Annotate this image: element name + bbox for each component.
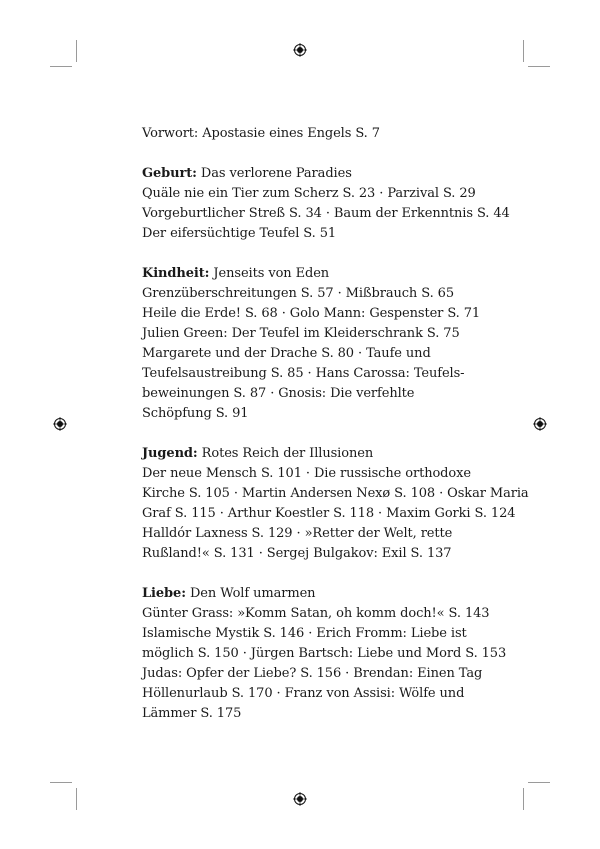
toc-section-jugend: [142, 444, 529, 564]
section-heading: [142, 584, 472, 604]
section-subtitle: Jenseits von Eden: [213, 266, 330, 281]
section-title: Kindheit:: [142, 266, 210, 281]
registration-mark-right-icon: [533, 417, 547, 431]
toc-section-geburt: [142, 164, 510, 244]
toc-line: Günter Grass: »Komm Satan, oh komm doch!« S. 143: [142, 606, 490, 621]
crop-mark-top-left-vertical: [76, 40, 77, 62]
section-title: Geburt:: [142, 166, 197, 181]
registration-mark-bottom-icon: [293, 792, 307, 806]
toc-line: Judas: Opfer der Liebe? S. 156 · Brendan: Einen Tag: [142, 666, 483, 681]
toc-preface: Vorwort: Apostasie eines Engels S. 7: [142, 126, 380, 141]
table-of-contents: [142, 124, 529, 724]
toc-line: Der neue Mensch S. 101 · Die russische orthodoxe: [142, 466, 471, 481]
section-heading: [142, 164, 472, 184]
section-title: Jugend:: [142, 446, 198, 461]
toc-line: möglich S. 150 · Jürgen Bartsch: Liebe und Mord S. 153: [142, 646, 507, 661]
section-heading: [142, 444, 472, 464]
toc-section-liebe: [142, 584, 507, 724]
toc-line: Quäle nie ein Tier zum Scherz S. 23 · Parzival S. 29: [142, 186, 476, 201]
toc-line: Heile die Erde! S. 68 · Golo Mann: Gespenster S. 71: [142, 306, 481, 321]
toc-line: Halldór Laxness S. 129 · »Retter der Welt, rette: [142, 526, 453, 541]
registration-mark-top-icon: [293, 43, 307, 57]
crop-mark-bottom-right-vertical: [523, 788, 524, 810]
toc-preface-section: [142, 124, 472, 144]
toc-line: Teufelsaustreibung S. 85 · Hans Carossa: Teufels-: [142, 366, 465, 381]
section-subtitle: Den Wolf umarmen: [189, 586, 316, 601]
toc-line: beweinungen S. 87 · Gnosis: Die verfehlte: [142, 386, 415, 401]
crop-mark-bottom-left-horizontal: [50, 782, 72, 783]
toc-line: Graf S. 115 · Arthur Koestler S. 118 · Maxim Gorki S. 124: [142, 506, 516, 521]
toc-line: Lämmer S. 175: [142, 706, 242, 721]
section-subtitle: Das verlorene Paradies: [200, 166, 352, 181]
section-heading: [142, 264, 472, 284]
crop-mark-top-left-horizontal: [50, 66, 72, 67]
registration-mark-left-icon: [53, 417, 67, 431]
toc-line: Margarete und der Drache S. 80 · Taufe und: [142, 346, 431, 361]
toc-line: Kirche S. 105 · Martin Andersen Nexø S. 108 · Oskar Maria: [142, 486, 529, 501]
section-title: Liebe:: [142, 586, 186, 601]
toc-line: Der eifersüchtige Teufel S. 51: [142, 226, 337, 241]
toc-line: Islamische Mystik S. 146 · Erich Fromm: Liebe ist: [142, 626, 467, 641]
toc-line: Höllenurlaub S. 170 · Franz von Assisi: Wölfe und: [142, 686, 465, 701]
toc-line: Vorgeburtlicher Streß S. 34 · Baum der Erkenntnis S. 44: [142, 206, 510, 221]
crop-mark-top-right-vertical: [523, 40, 524, 62]
toc-section-kindheit: [142, 264, 481, 424]
toc-line: Julien Green: Der Teufel im Kleiderschrank S. 75: [142, 326, 460, 341]
toc-line: Grenzüberschreitungen S. 57 · Mißbrauch S. 65: [142, 286, 454, 301]
toc-line: Rußland!« S. 131 · Sergej Bulgakov: Exil S. 137: [142, 546, 452, 561]
toc-line: Schöpfung S. 91: [142, 406, 249, 421]
crop-mark-bottom-right-horizontal: [528, 782, 550, 783]
section-subtitle: Rotes Reich der Illusionen: [201, 446, 374, 461]
crop-mark-bottom-left-vertical: [76, 788, 77, 810]
crop-mark-top-right-horizontal: [528, 66, 550, 67]
